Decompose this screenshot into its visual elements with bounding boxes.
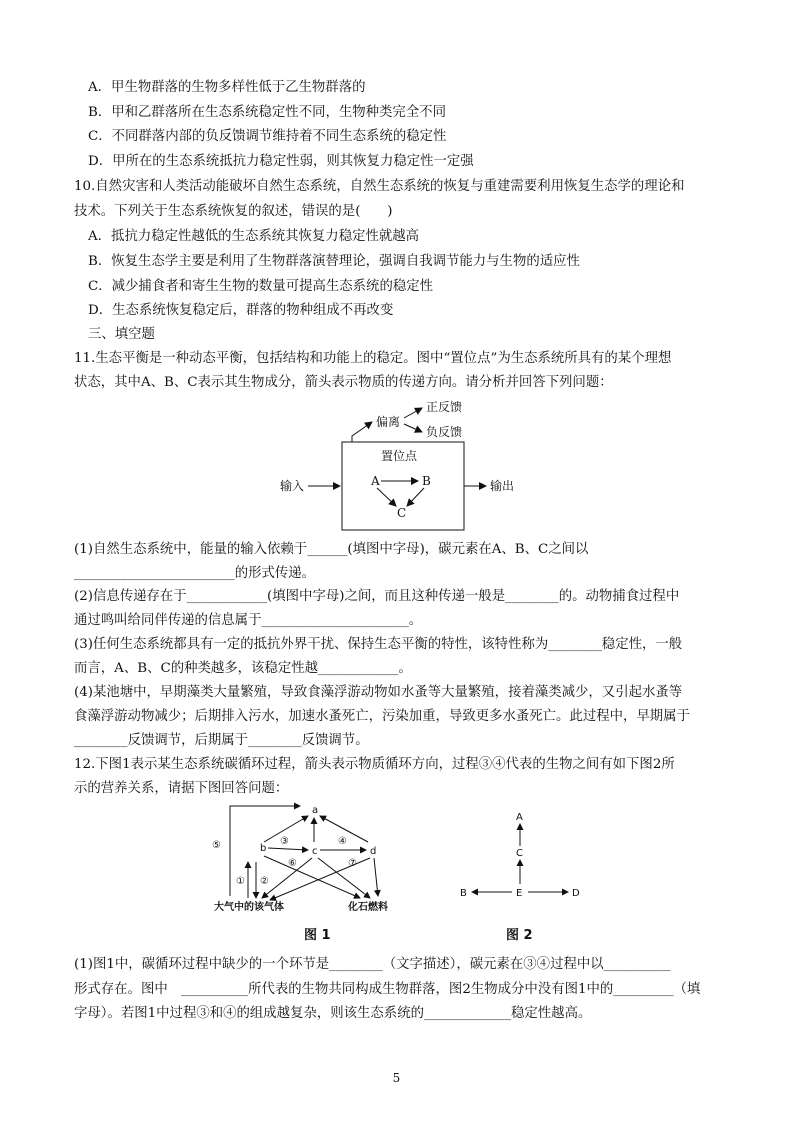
deviation-label: 偏离 <box>376 415 401 429</box>
arrow-a-to-c <box>377 488 396 506</box>
section-title: 三、填空题 <box>88 327 155 342</box>
fig1-node-c: c <box>312 846 318 857</box>
q10-option-d: D．生态系统恢复稳定后，群落的物种组成不再改变 <box>88 303 394 318</box>
q9-option-a: A．甲生物群落的生物多样性低于乙生物群落的 <box>88 80 366 95</box>
node-b: B <box>422 474 431 488</box>
deviation-arrow <box>352 422 372 442</box>
q10-option-c: C．减少捕食者和寄生生物的数量可提高生态系统的稳定性 <box>88 279 434 294</box>
fig1-node-b: b <box>260 843 267 854</box>
fig1-b-to-fossil <box>264 856 360 898</box>
fig1-process-6-line <box>262 858 312 898</box>
q11-set-point-diagram <box>270 398 530 538</box>
q11-line-8: 食藻浮游动物减少；后期排入污水，加速水蚤死亡，污染加重，导致更多水蚤死亡。此过程中，早期属于 <box>74 709 690 724</box>
fig1-node-a: a <box>312 805 319 816</box>
q11-line-4: 通过鸣叫给同伴传递的信息属于______________________。 <box>74 613 423 628</box>
q11-line-1: (1)自然生态系统中，能量的输入依赖于______(填图中字母)，碳元素在A、B、C之间以 <box>74 542 589 557</box>
q11-line-3: (2)信息传递存在于____________(填图中字母)之间，而且这种传递一般是________的。动物捕食过程中 <box>74 589 680 604</box>
q11-line-9: ________反馈调节，后期属于________反馈调节。 <box>74 733 369 748</box>
output-label: 输出 <box>490 479 515 493</box>
node-a: A <box>371 474 380 488</box>
fig2-node-e: E <box>516 888 523 899</box>
q9-option-b: B．甲和乙群落所在生态系统稳定性不同，生物种类完全不同 <box>88 105 446 120</box>
q11-line-7: (4)某池塘中，早期藻类大量繁殖，导致食藻浮游动物如水蚤等大量繁殖，接着藻类减少，又引起水蚤等 <box>74 685 683 700</box>
fig1-c-to-fossil <box>318 858 370 898</box>
fig1-atmosphere: 大气中的该气体 <box>214 902 284 913</box>
positive-feedback-arrow <box>404 408 422 418</box>
q12-figure-2 <box>450 796 600 946</box>
fig1-label-p5: ⑤ <box>212 840 221 851</box>
q12-line-2: 形式存在。图中 __________所代表的生物共同构成生物群落，图2生物成分中没有图1中的_________（填 <box>74 982 701 997</box>
fig1-label-p7: ⑦ <box>348 858 357 869</box>
q10-option-a: A．抵抗力稳定性越低的生态系统其恢复力稳定性就越高 <box>88 229 420 244</box>
q11-line-5: (3)任何生态系统都具有一定的抵抗外界干扰、保持生态平衡的特性，该特性称为________稳定性，一般 <box>74 637 683 652</box>
q11-line-2: ________________________的形式传递。 <box>74 566 316 581</box>
fig1-process-3-line <box>268 848 308 850</box>
page-number: 5 <box>392 1071 401 1085</box>
q10-option-b: B．恢复生态学主要是利用了生物群落演替理论，强调自我调节能力与生物的适应性 <box>88 254 580 269</box>
q12-figure-1 <box>200 796 440 946</box>
negative-feedback-arrow <box>404 424 422 432</box>
fig2-node-b: B <box>460 888 467 899</box>
q11-line-6: 而言，A、B、C的种类越多，该稳定性越____________。 <box>74 661 412 676</box>
fig1-label-p4: ④ <box>338 836 347 847</box>
positive-feedback-label: 正反馈 <box>426 400 463 414</box>
q12-stem-line1: 12.下图1表示某生态系统碳循环过程，箭头表示物质循环方向，过程③④代表的生物之间有如下图2所 <box>74 757 675 772</box>
negative-feedback-label: 负反馈 <box>426 425 463 439</box>
q12-stem-line2: 示的营养关系，请据下图回答问题： <box>74 781 289 796</box>
fig2-node-a: A <box>516 812 523 823</box>
q9-option-c: C．不同群落内部的负反馈调节维持着不同生态系统的稳定性 <box>88 129 447 144</box>
fig1-node-d: d <box>370 846 377 857</box>
fig1-label-p1: ① <box>236 876 245 887</box>
arrow-b-to-c <box>407 488 424 506</box>
node-c: C <box>397 506 407 520</box>
fig1-d-to-fossil <box>374 858 378 896</box>
q10-stem-line2: 技术。下列关于生态系统恢复的叙述，错误的是( ) <box>74 204 393 219</box>
q11-stem-line1: 11.生态平衡是一种动态平衡，包括结构和功能上的稳定。图中“置位点”为生态系统所具有的某个理想 <box>74 351 672 366</box>
q11-stem-line2: 状态，其中A、B、C表示其生物成分，箭头表示物质的传递方向。请分析并回答下列问题： <box>74 375 613 390</box>
input-label: 输入 <box>280 479 305 493</box>
fig1-label-p6: ⑥ <box>288 858 297 869</box>
fig2-caption: 图 2 <box>506 928 533 943</box>
q12-line-1: (1)图1中，碳循环过程中缺少的一个环节是________（文字描述），碳元素在③④过程中以__________ <box>74 957 671 972</box>
set-point-label: 置位点 <box>381 449 418 463</box>
fig1-label-p3: ③ <box>280 836 289 847</box>
q10-stem-line1: 10.自然灾害和人类活动能破坏自然生态系统，自然生态系统的恢复与重建需要利用恢复生态学的理论和 <box>74 179 685 194</box>
fig1-fossil-fuel: 化石燃料 <box>348 902 388 913</box>
fig2-node-c: C <box>516 848 523 859</box>
fig2-node-d: D <box>572 888 580 899</box>
q12-line-3: 字母）。若图1中过程③和④的组成越复杂，则该生态系统的_____________稳定性越高。 <box>74 1006 592 1021</box>
fig1-label-p2: ② <box>260 876 269 887</box>
q9-option-d: D．甲所在的生态系统抵抗力稳定性弱，则其恢复力稳定性一定强 <box>88 154 474 169</box>
fig1-caption: 图 1 <box>304 928 331 943</box>
